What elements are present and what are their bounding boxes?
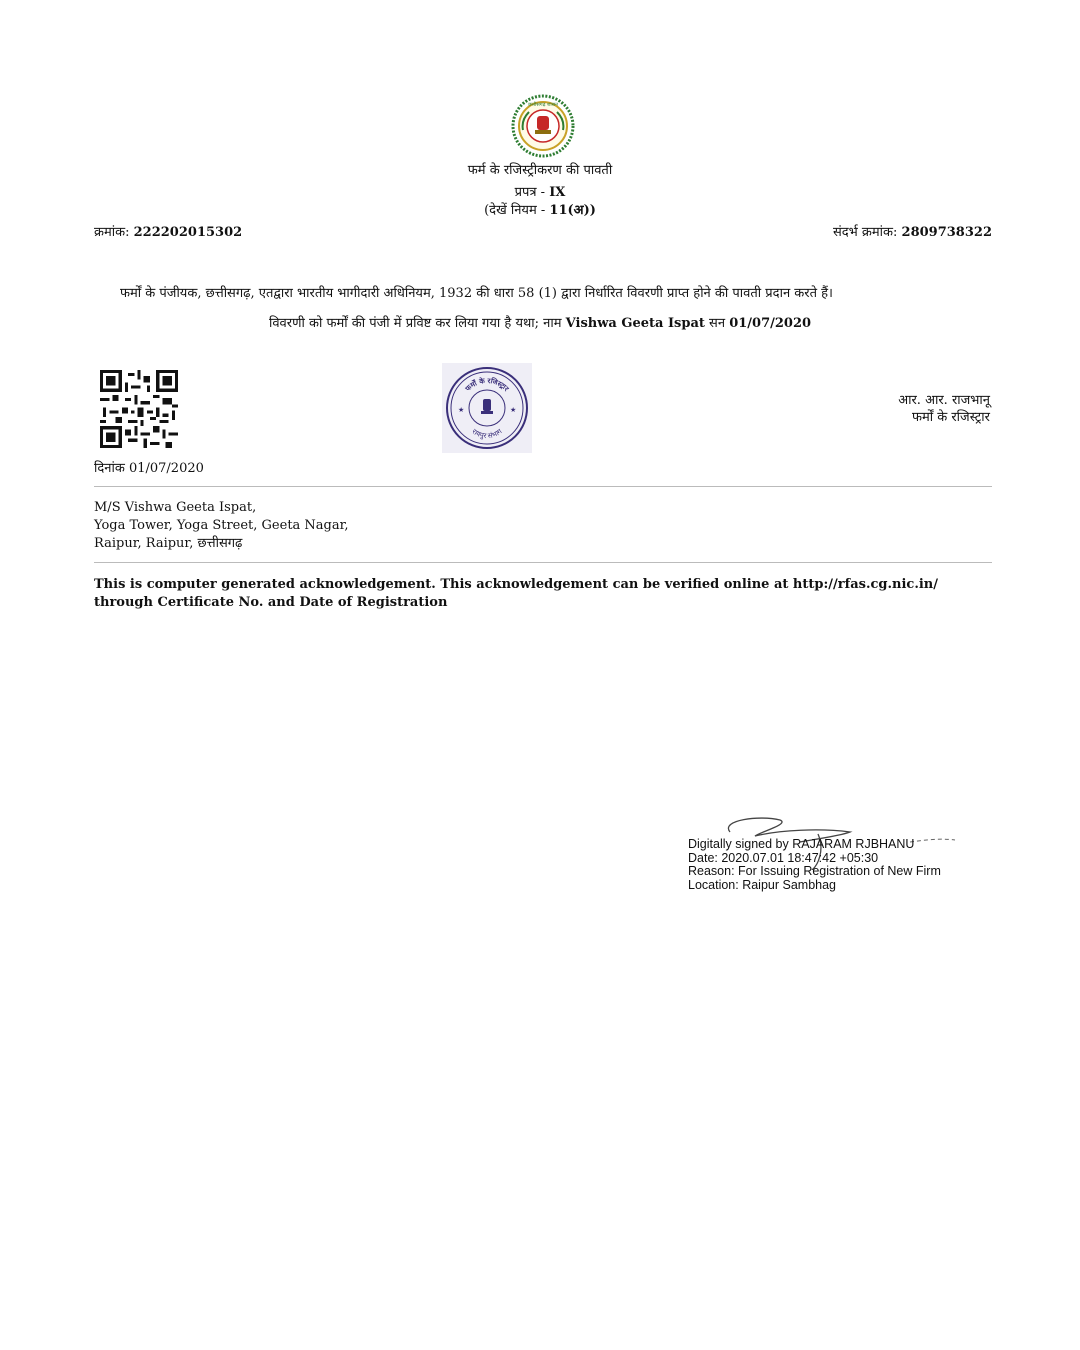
emblem-text: छत्तीसगढ़ शासन [528, 102, 558, 108]
registrar-name: आर. आर. राजभानू [898, 393, 990, 408]
registration-date: 01/07/2020 [729, 316, 812, 331]
svg-text:रायपुर संभाग [471, 427, 505, 440]
qr-code [99, 370, 179, 448]
issue-date: दिनांक 01/07/2020 [94, 461, 204, 476]
address-line: Raipur, Raipur, छत्तीसगढ़ [94, 536, 243, 551]
svg-text:फर्मों के रजिस्ट्रार [463, 376, 512, 394]
document-title: फर्म के रजिस्ट्रीकरण की पावती [467, 163, 613, 178]
address-line: M/S Vishwa Geeta Ispat, [94, 500, 257, 515]
seal-star-right: ★ [510, 406, 517, 414]
signature-reason: Reason: For Issuing Registration of New Firm [688, 864, 941, 878]
seal-top-text: फर्मों के रजिस्ट्रार [463, 375, 511, 393]
form-label: प्रपत्र - [514, 185, 550, 200]
entry-prefix: विवरणी को फर्मों की पंजी में प्रविष्ट कर लिया गया है यथा; नाम [268, 316, 566, 331]
divider [94, 562, 992, 563]
signature-date: Date: 2020.07.01 18:47:42 +05:30 [688, 850, 879, 865]
serial-number [94, 222, 242, 240]
registrar-seal [442, 363, 532, 453]
reference-label: संदर्भ क्रमांक: [832, 225, 902, 240]
registrar-designation: फर्मों के रजिस्ट्रार [911, 410, 990, 425]
address-line: Yoga Tower, Yoga Street, Geeta Nagar, [94, 518, 349, 533]
signature-location: Location: Raipur Sambhag [688, 877, 837, 892]
reference-number [833, 222, 992, 240]
rule-prefix: (देखें नियम - [484, 203, 550, 218]
serial-value: 222202015302 [133, 225, 243, 240]
entry-paragraph [0, 313, 1080, 331]
rule-reference [0, 200, 1080, 218]
rule-number: 11(अ)) [549, 203, 596, 218]
seal-star-left: ★ [458, 406, 465, 414]
serial-label: क्रमांक: [94, 225, 134, 240]
seal-bottom-text: रायपुर संभाग [470, 427, 504, 441]
acknowledgement-paragraph: फर्मों के पंजीयक, छत्तीसगढ़, एतद्वारा भारतीय भागीदारी अधिनियम, 1932 की धारा 58 (1) द्वारा निर्धारित विवरणी प्राप्त होने की पावती प्रदान करते हैं। [120, 286, 833, 301]
verification-note: This is computer generated acknowledgement. This acknowledgement can be verified online at http://rfas.cg.nic.in/ through Certificate No. and Date of Registration [94, 577, 938, 610]
registrar-block [898, 392, 990, 426]
reference-value: 2809738322 [901, 225, 992, 240]
entry-mid: सन [704, 316, 730, 331]
signature-signer: Digitally signed by RAJARAM RJBHANU [688, 837, 915, 851]
divider [94, 486, 992, 487]
form-number-value: IX [549, 185, 566, 200]
digital-signature-block [688, 838, 941, 892]
form-number [0, 182, 1080, 200]
firm-name: Vishwa Geeta Ispat [565, 316, 705, 331]
state-emblem-logo [511, 94, 575, 158]
address-block [94, 499, 349, 553]
